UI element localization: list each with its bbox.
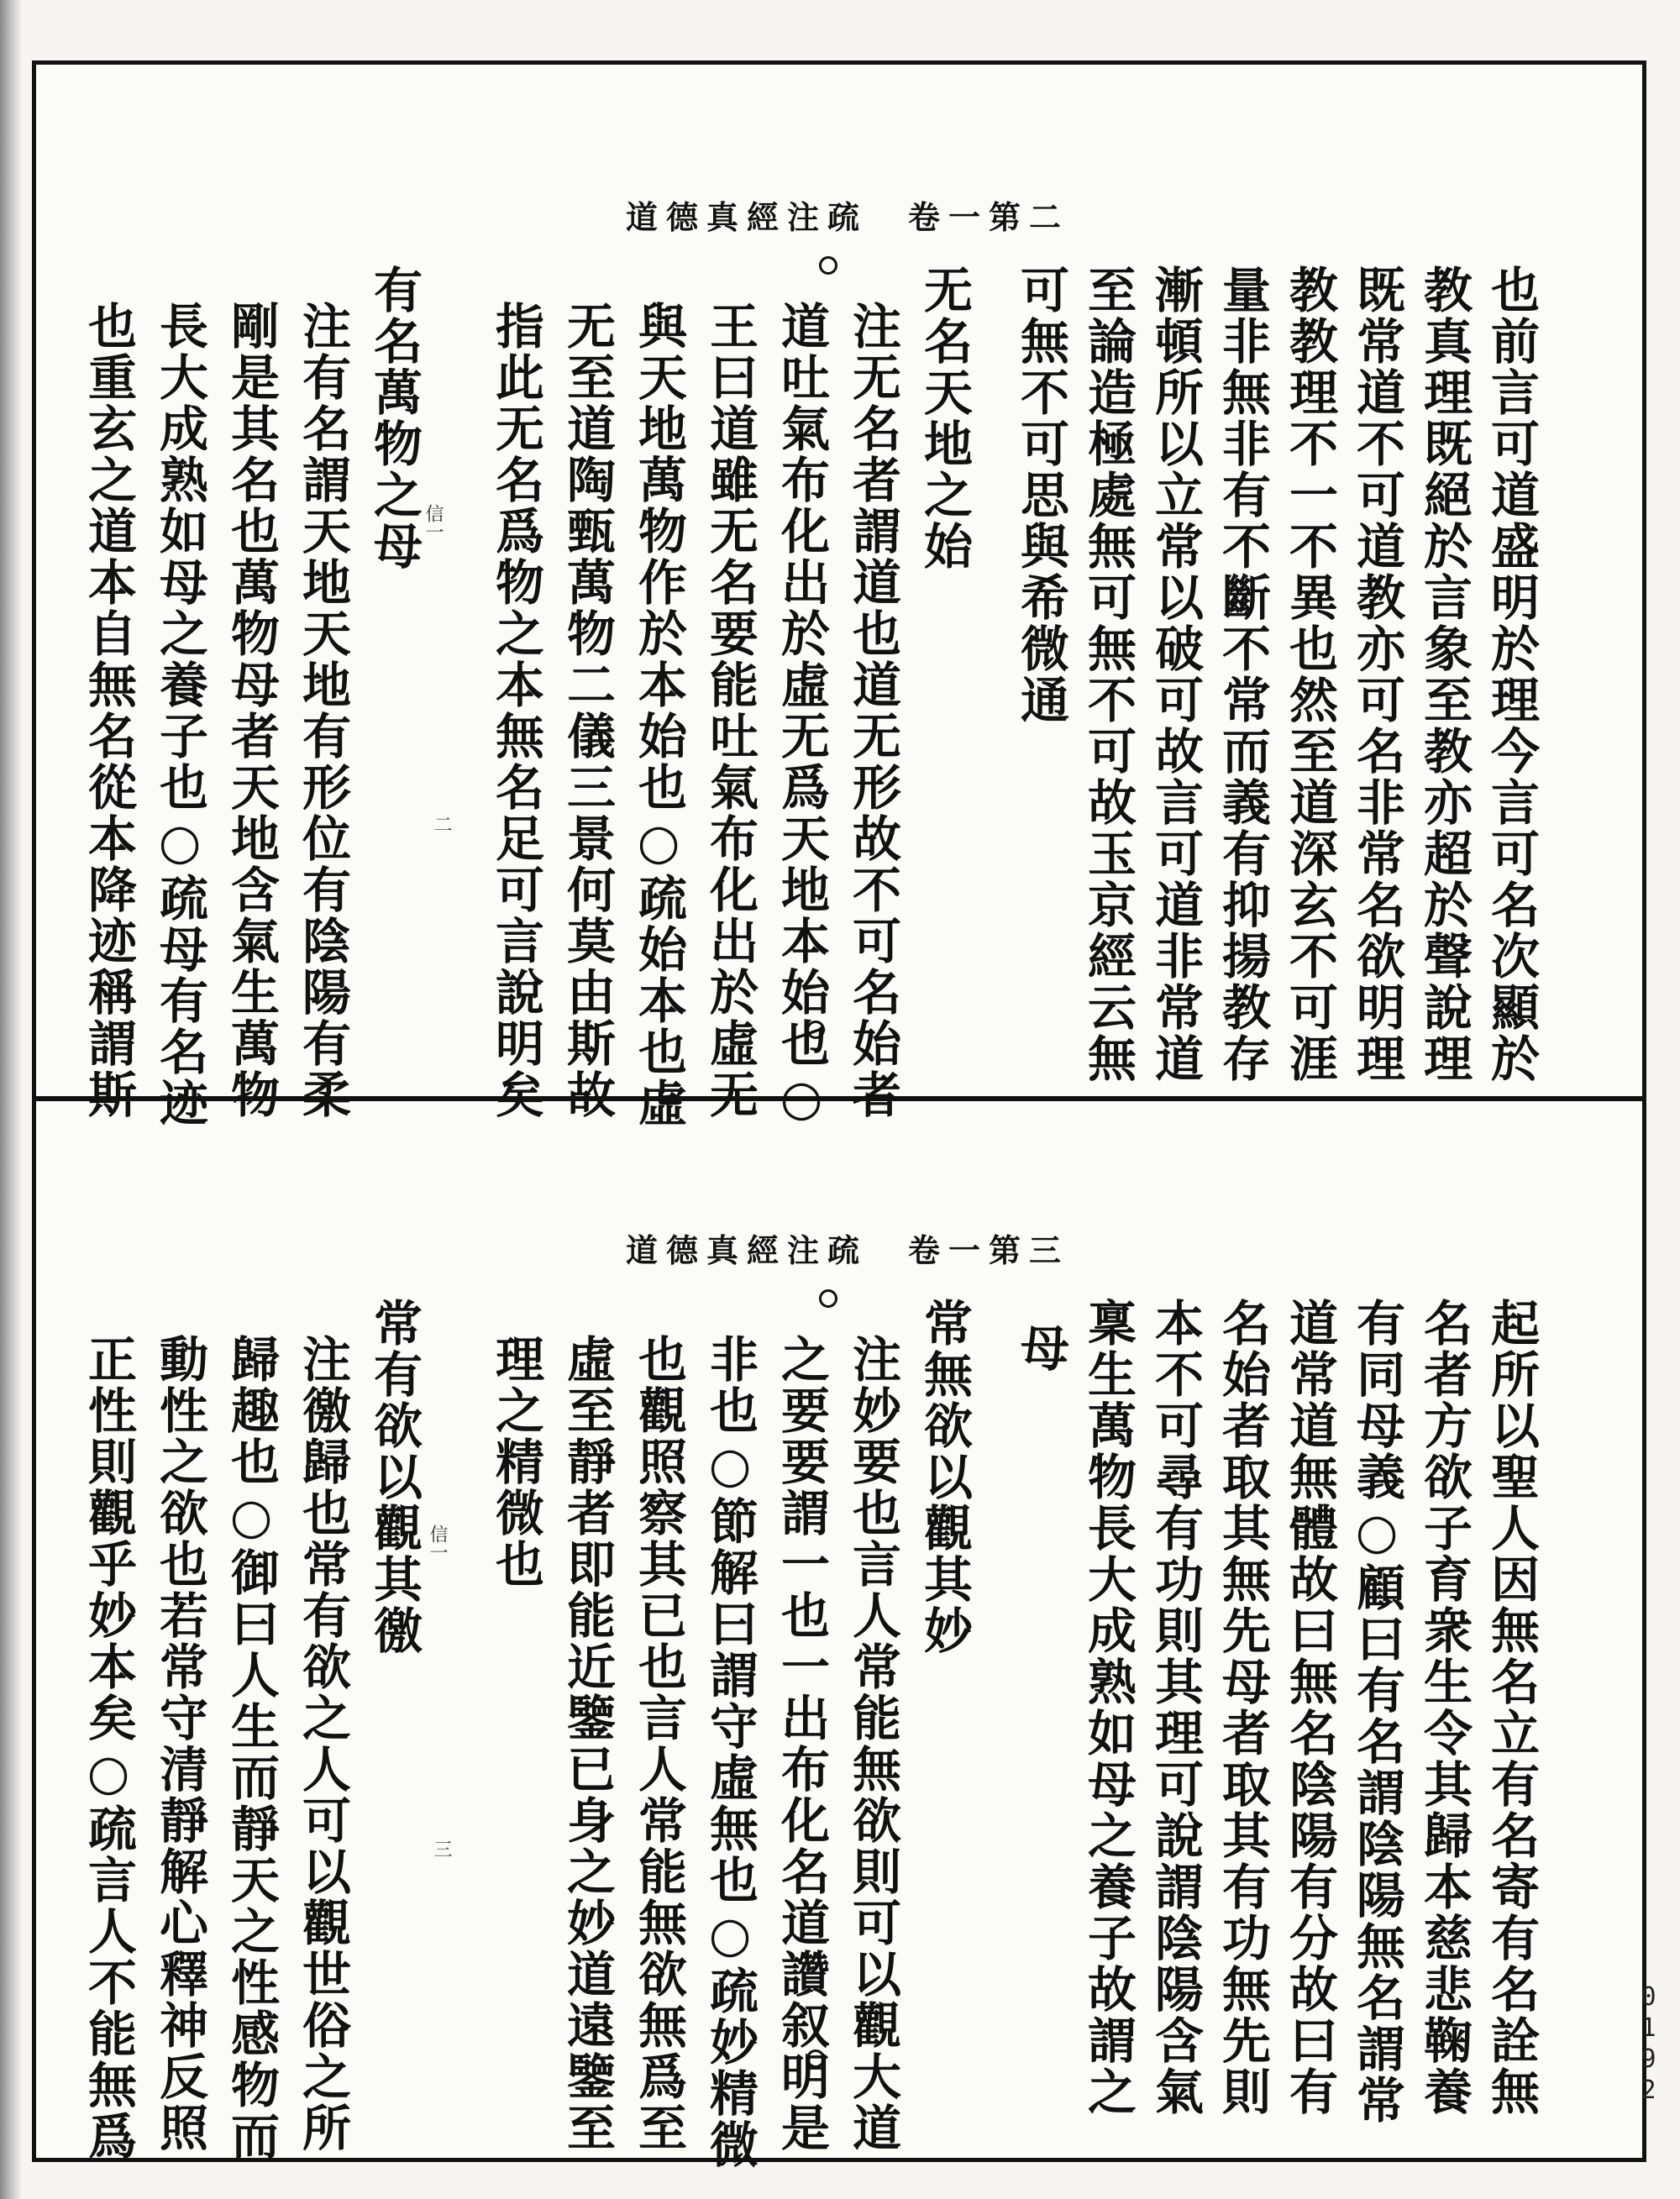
top-column-19: 長大成熟如母之養子也○疏母有名迹	[151, 301, 208, 1129]
top-column-15: 指此无名爲物之本無名足可言說明矣	[487, 301, 544, 1120]
top-column-9: 无名天地之始	[916, 265, 973, 572]
circle-mark	[806, 1021, 825, 1039]
bottom-column-14: 虛至靜者即能近鑒已身之妙道遠鑒至	[559, 1334, 616, 2154]
bottom-column-8: 母	[1012, 1323, 1069, 1374]
bottom-column-6: 本不可尋有功則其理可說謂陰陽含氣	[1147, 1298, 1204, 2118]
top-column-12: 王曰道雖无名要能吐氣布化出於虛无	[701, 301, 759, 1120]
bottom-column-3: 有同母義○顧曰有名謂陰陽無名謂常	[1348, 1298, 1405, 2126]
top-column-16: 有名萬物之母	[365, 265, 423, 572]
bottom-column-17: 注徼歸也常有欲之人可以觀世俗之所	[294, 1334, 351, 2154]
top-column-17: 注有名謂天地天地有形位有陰陽有柔	[294, 301, 351, 1120]
bottom-column-7: 稟生萬物長大成熟如母之養子故謂之	[1079, 1298, 1137, 2118]
top-column-14: 无至道陶甄萬物二儀三景何莫由斯故	[559, 301, 616, 1120]
bottom-column-11: 之要要謂一也一出布化名道讚叙明是	[773, 1334, 830, 2154]
page-number: 0192	[1634, 1982, 1663, 2107]
bottom-column-12: 非也○節解曰謂守虛無也○疏妙精微	[701, 1334, 759, 2170]
top-column-5: 量非無非有不斷不常而義有抑揚教存	[1214, 265, 1271, 1084]
scan-edge	[0, 0, 22, 2199]
top-column-6: 漸頓所以立常以破可故言可道非常道	[1147, 265, 1204, 1084]
bottom-column-20: 正性則觀乎妙本矣○疏言人不能無爲	[80, 1334, 137, 2162]
top-column-8: 可無不可思與希微通	[1012, 265, 1069, 726]
bottom-column-2: 名者方欲子育衆生令其歸本慈悲鞠養	[1415, 1298, 1473, 2118]
circle-mark	[819, 1289, 837, 1308]
top-column-3: 既常道不可道教亦可名非常名欲明理	[1348, 265, 1405, 1084]
bottom-column-9: 常無欲以觀其妙	[916, 1298, 973, 1656]
top-column-4: 教教理不一不異也然至道深玄不可涯	[1281, 265, 1338, 1084]
circle-mark	[806, 2049, 825, 2068]
top-column-13: 與天地萬物作於本始也○疏始本也虛	[630, 301, 687, 1129]
top-column-11: 道吐氣布化出於虛无爲天地本始也○	[773, 301, 830, 1129]
bottom-column-4: 道常道無體故曰無名陰陽有分故曰有	[1281, 1298, 1338, 2118]
bottom-column-1: 起所以聖人因無名立有名寄有名詮無	[1483, 1298, 1540, 2118]
top-column-18: 剛是其名也萬物母者天地含氣生萬物	[223, 301, 280, 1120]
top-column-1: 也前言可道盛明於理今言可名次顯於	[1483, 265, 1540, 1084]
top-panel-header: 道德真經注疏 卷一第二	[626, 198, 1070, 236]
bottom-column-13: 也觀照察其已也言人常能無欲無爲至	[630, 1334, 687, 2154]
bottom-column-18: 歸趣也○御曰人生而靜天之性感物而	[223, 1334, 280, 2162]
top-column-10: 注无名者謂道也道无形故不可名始者	[844, 301, 901, 1120]
bottom-column-19: 動性之欲也若常守清靜解心釋神反照	[151, 1334, 208, 2154]
top-leaf-number: 二	[431, 815, 452, 833]
bottom-column-16: 常有欲以觀其徼	[365, 1298, 423, 1656]
circle-mark	[819, 256, 837, 275]
bottom-panel-header: 道德真經注疏 卷一第三	[626, 1231, 1070, 1269]
top-column-20: 也重玄之道本自無名從本降迹稱謂斯	[80, 301, 137, 1120]
bottom-column-5: 名始者取其無先母者取其有功無先則	[1214, 1298, 1271, 2118]
top-column-7: 至論造極處無可無不可故玉京經云無	[1079, 265, 1137, 1084]
top-margin-mark: 信一	[423, 504, 444, 541]
bottom-margin-mark: 信一	[427, 1525, 448, 1561]
top-column-2: 教真理既絕於言象至教亦超於聲說理	[1415, 265, 1473, 1084]
bottom-leaf-number: 三	[431, 1839, 452, 1858]
bottom-column-10: 注妙要也言人常能無欲則可以觀大道	[844, 1334, 901, 2154]
bottom-column-15: 理之精微也	[487, 1334, 544, 1590]
